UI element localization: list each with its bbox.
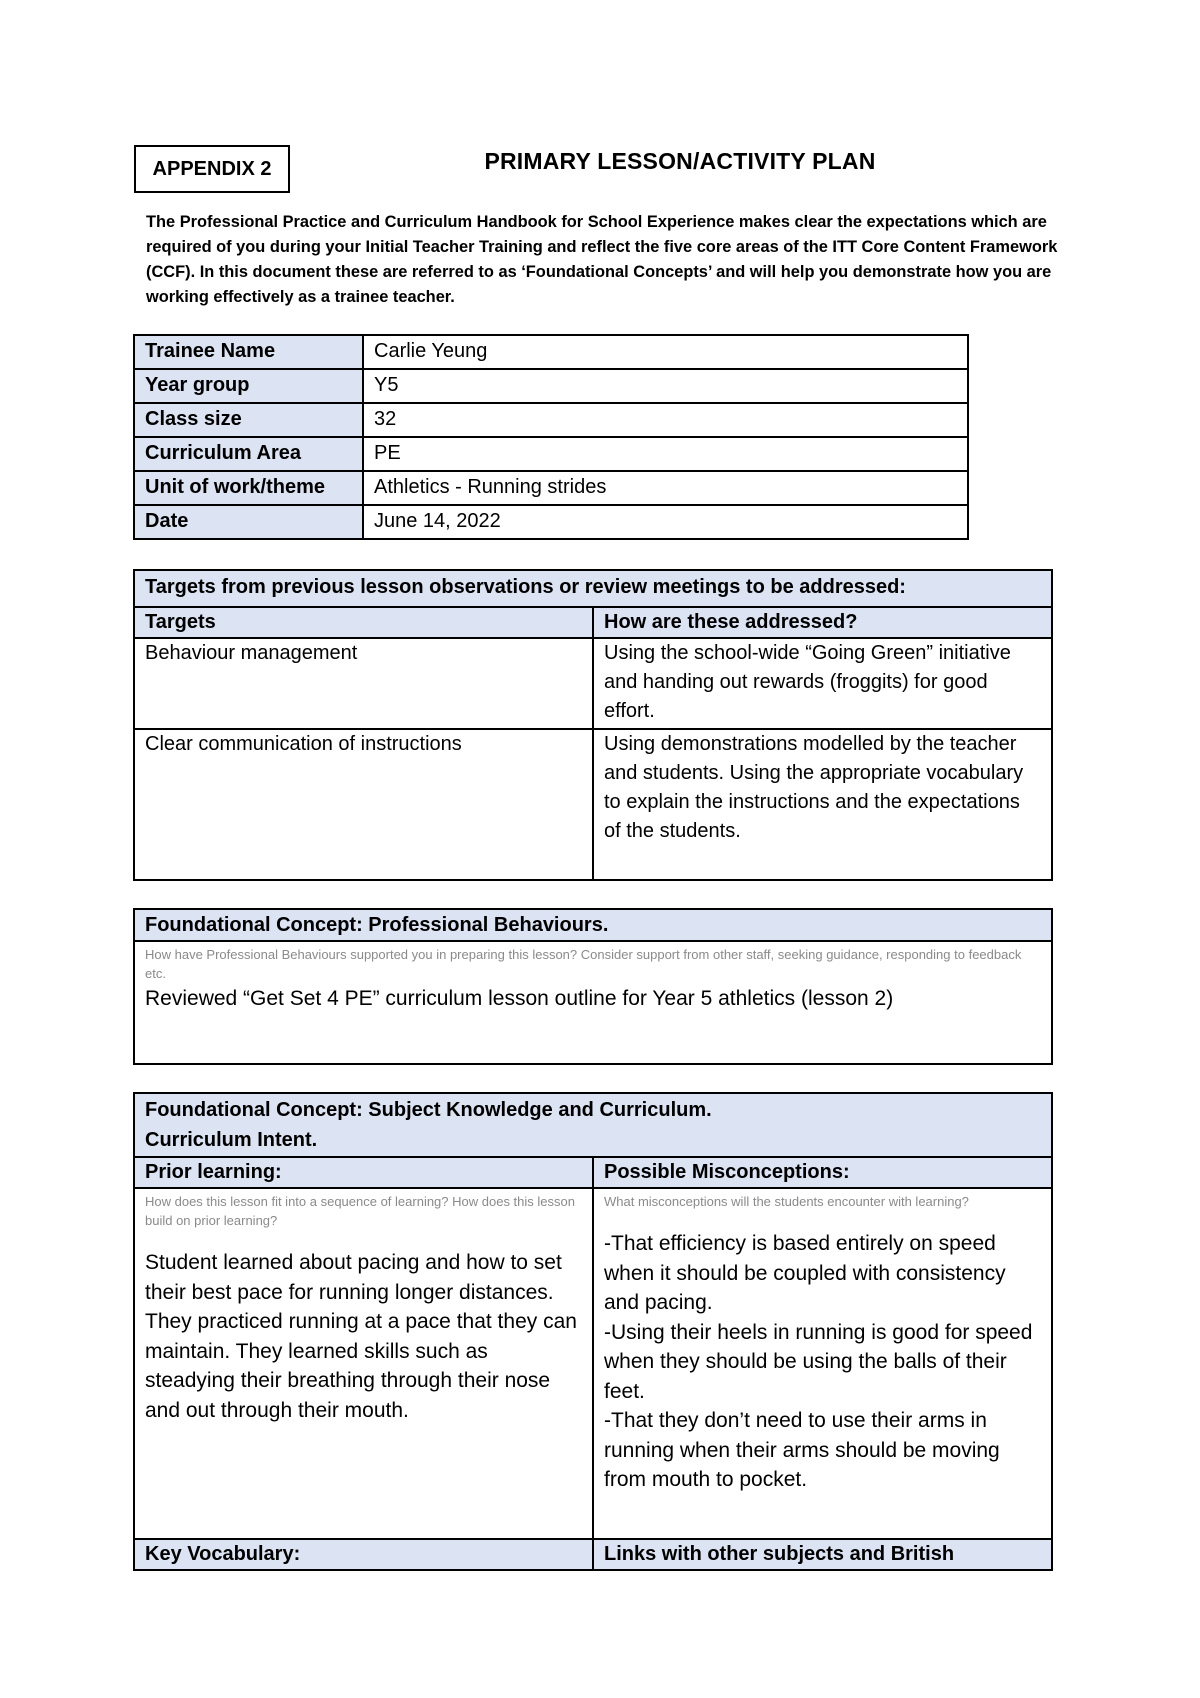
year-group-value: Y5: [363, 369, 968, 403]
table-row: [134, 941, 1052, 1064]
table-row: [134, 1188, 1052, 1539]
list-item: -Using their heels in running is good for speed when they should be using the balls of their feet.: [604, 1320, 1033, 1403]
misconceptions-header: Possible Misconceptions:: [593, 1157, 1052, 1188]
addressed-cell: Using the school-wide “Going Green” initiative and handing out rewards (froggits) for good effort.: [593, 638, 1052, 729]
curriculum-intent-title: Curriculum Intent.: [145, 1129, 318, 1151]
intro-paragraph: The Professional Practice and Curriculum Handbook for School Experience makes clear the expectations which are required of you during your Initial Teacher Training and reflect the five core areas of the ITT Core Content Framework (CCF). In this document these are referred to as ‘Foundational Concepts’ and will help you demonstrate how you are working effectively as a trainee teacher.: [146, 213, 1058, 306]
prior-learning-cell: [134, 1188, 593, 1539]
addressed-cell: Using demonstrations modelled by the teacher and students. Using the appropriate vocabulary to explain the instructions and the expectations of the students.: [593, 729, 1052, 880]
table-row: [134, 403, 968, 437]
table-row: [134, 335, 968, 369]
professional-behaviours-heading: Foundational Concept: Professional Behaviours.: [134, 909, 1052, 941]
table-row: [134, 729, 1052, 880]
subject-knowledge-table: [133, 1092, 1053, 1571]
target-cell: Behaviour management: [134, 638, 593, 729]
targets-heading: Targets from previous lesson observations or review meetings to be addressed:: [134, 570, 1052, 607]
links-header: Links with other subjects and British: [593, 1539, 1052, 1570]
trainee-name-label: Trainee Name: [134, 335, 363, 369]
unit-theme-value: Athletics - Running strides: [363, 471, 968, 505]
table-row: [134, 570, 1052, 607]
list-item: -That they don’t need to use their arms in running when their arms should be moving from mouth to pocket.: [604, 1409, 1000, 1491]
subject-knowledge-heading: [134, 1093, 1052, 1157]
targets-column-header: Targets: [134, 607, 593, 638]
table-row: [134, 1157, 1052, 1188]
list-item: -That efficiency is based entirely on speed when it should be coupled with consistency and pacing.: [604, 1232, 1006, 1314]
prior-learning-header: Prior learning:: [134, 1157, 593, 1188]
class-size-label: Class size: [134, 403, 363, 437]
misconceptions-hint: What misconceptions will the students encounter with learning?: [604, 1194, 969, 1209]
curriculum-area-label: Curriculum Area: [134, 437, 363, 471]
misconceptions-cell: [593, 1188, 1052, 1539]
targets-table: [133, 569, 1053, 881]
date-value: June 14, 2022: [363, 505, 968, 539]
appendix-label: APPENDIX 2: [134, 145, 290, 193]
table-row: [134, 369, 968, 403]
trainee-name-value: Carlie Yeung: [363, 335, 968, 369]
table-row: [134, 471, 968, 505]
table-row: [134, 505, 968, 539]
trainee-info-table: [133, 334, 969, 540]
class-size-value: 32: [363, 403, 968, 437]
prior-learning-answer: Student learned about pacing and how to set their best pace for running longer distances. They practiced running at a pace that they can maintain. They learned skills such as steadying their breathing through their nose and out through their mouth.: [145, 1251, 577, 1422]
page-title: PRIMARY LESSON/ACTIVITY PLAN: [484, 148, 876, 174]
professional-behaviours-table: [133, 908, 1053, 1065]
table-row: [134, 909, 1052, 941]
subject-knowledge-title: Foundational Concept: Subject Knowledge and Curriculum.: [145, 1099, 712, 1121]
table-row: [134, 1539, 1052, 1570]
table-row: [134, 437, 968, 471]
year-group-label: Year group: [134, 369, 363, 403]
table-row: [134, 638, 1052, 729]
date-label: Date: [134, 505, 363, 539]
professional-behaviours-body: [134, 941, 1052, 1064]
professional-behaviours-answer: Reviewed “Get Set 4 PE” curriculum lesson outline for Year 5 athletics (lesson 2): [145, 987, 894, 1010]
target-cell: Clear communication of instructions: [134, 729, 593, 880]
table-row: [134, 1093, 1052, 1157]
professional-behaviours-hint: How have Professional Behaviours supported you in preparing this lesson? Consider support from other staff, seeking guidance, responding to feedback etc.: [145, 947, 1022, 981]
table-row: [134, 607, 1052, 638]
curriculum-area-value: PE: [363, 437, 968, 471]
addressed-column-header: How are these addressed?: [593, 607, 1052, 638]
unit-theme-label: Unit of work/theme: [134, 471, 363, 505]
key-vocabulary-header: Key Vocabulary:: [134, 1539, 593, 1570]
prior-learning-hint: How does this lesson fit into a sequence of learning? How does this lesson build on prior learning?: [145, 1194, 575, 1228]
misconceptions-list: [604, 1229, 1041, 1495]
